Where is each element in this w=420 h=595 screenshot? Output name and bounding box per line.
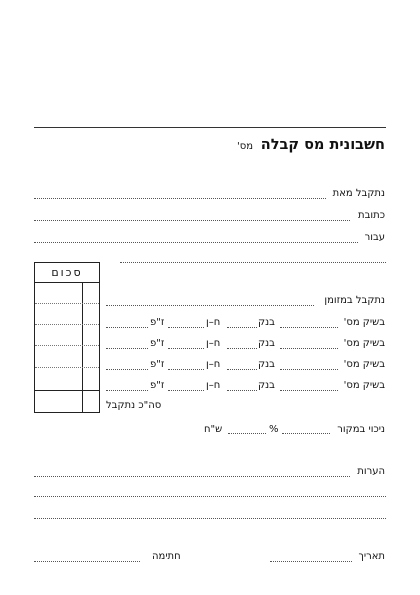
cheque-number-field[interactable] [280, 348, 338, 349]
bank-field[interactable] [227, 348, 257, 349]
signature-label: חתימה [152, 551, 181, 562]
bank-field[interactable] [227, 390, 257, 391]
account-field[interactable] [168, 369, 204, 370]
date-label: תאריך [358, 551, 385, 562]
cheque-number-field[interactable] [280, 327, 338, 328]
cheque-number-label: בשיק מס' [343, 380, 385, 391]
account-label: ח–ן [206, 317, 221, 328]
account-label: ח–ן [206, 338, 221, 349]
account-field[interactable] [168, 348, 204, 349]
due-date-field[interactable] [106, 369, 148, 370]
date-field[interactable] [270, 561, 352, 562]
signature-field[interactable] [34, 561, 140, 562]
withholding-label: ניכוי במקור [337, 424, 385, 435]
for-field[interactable] [34, 242, 358, 243]
page-title: חשבונית מס קבלה [260, 137, 385, 153]
currency-label: ש"ח [204, 424, 223, 435]
notes-field[interactable] [34, 476, 350, 477]
cheque-number-label: בשיק מס' [343, 359, 385, 370]
due-date-label: ז"פ [150, 338, 165, 349]
cheque-number-field[interactable] [280, 390, 338, 391]
amount-header: סכום [35, 263, 99, 283]
amount-row-divider [35, 303, 99, 304]
cheque-number-field[interactable] [280, 369, 338, 370]
notes-field-line-2[interactable] [34, 496, 386, 497]
account-field[interactable] [168, 327, 204, 328]
bank-field[interactable] [227, 327, 257, 328]
account-label: ח–ן [206, 380, 221, 391]
cash-label: נתקבל במזומן [324, 295, 385, 306]
due-date-label: ז"פ [150, 380, 165, 391]
cash-field[interactable] [106, 305, 314, 306]
account-field[interactable] [168, 390, 204, 391]
bank-label: בנק [258, 380, 275, 391]
amount-total-line [35, 390, 99, 391]
bank-label: בנק [258, 317, 275, 328]
withholding-percent-field[interactable] [282, 433, 330, 434]
due-date-label: ז"פ [150, 317, 165, 328]
percent-label: % [269, 424, 279, 435]
number-label: מס' [236, 141, 253, 152]
amount-column-separator [82, 282, 83, 412]
amount-row-divider [35, 324, 99, 325]
bank-field[interactable] [227, 369, 257, 370]
account-label: ח–ן [206, 359, 221, 370]
withholding-amount-field[interactable] [228, 433, 266, 434]
due-date-field[interactable] [106, 327, 148, 328]
due-date-field[interactable] [106, 348, 148, 349]
due-date-field[interactable] [106, 390, 148, 391]
cheque-number-label: בשיק מס' [343, 317, 385, 328]
notes-field-line-3[interactable] [34, 518, 386, 519]
amount-row-divider [35, 367, 99, 368]
amount-row-divider [35, 345, 99, 346]
received-from-label: נתקבל מאת [332, 188, 385, 199]
for-label: עבור [364, 232, 385, 243]
bank-label: בנק [258, 338, 275, 349]
top-rule [34, 127, 386, 128]
bank-label: בנק [258, 359, 275, 370]
address-label: כתובת [358, 210, 385, 221]
for-field-line-2[interactable] [120, 262, 386, 263]
due-date-label: ז"פ [150, 359, 165, 370]
notes-label: הערות [357, 466, 385, 477]
total-label: סה"כ נתקבל [106, 400, 162, 411]
cheque-number-label: בשיק מס' [343, 338, 385, 349]
received-from-field[interactable] [34, 198, 326, 199]
address-field[interactable] [34, 220, 350, 221]
amount-box [34, 262, 100, 413]
